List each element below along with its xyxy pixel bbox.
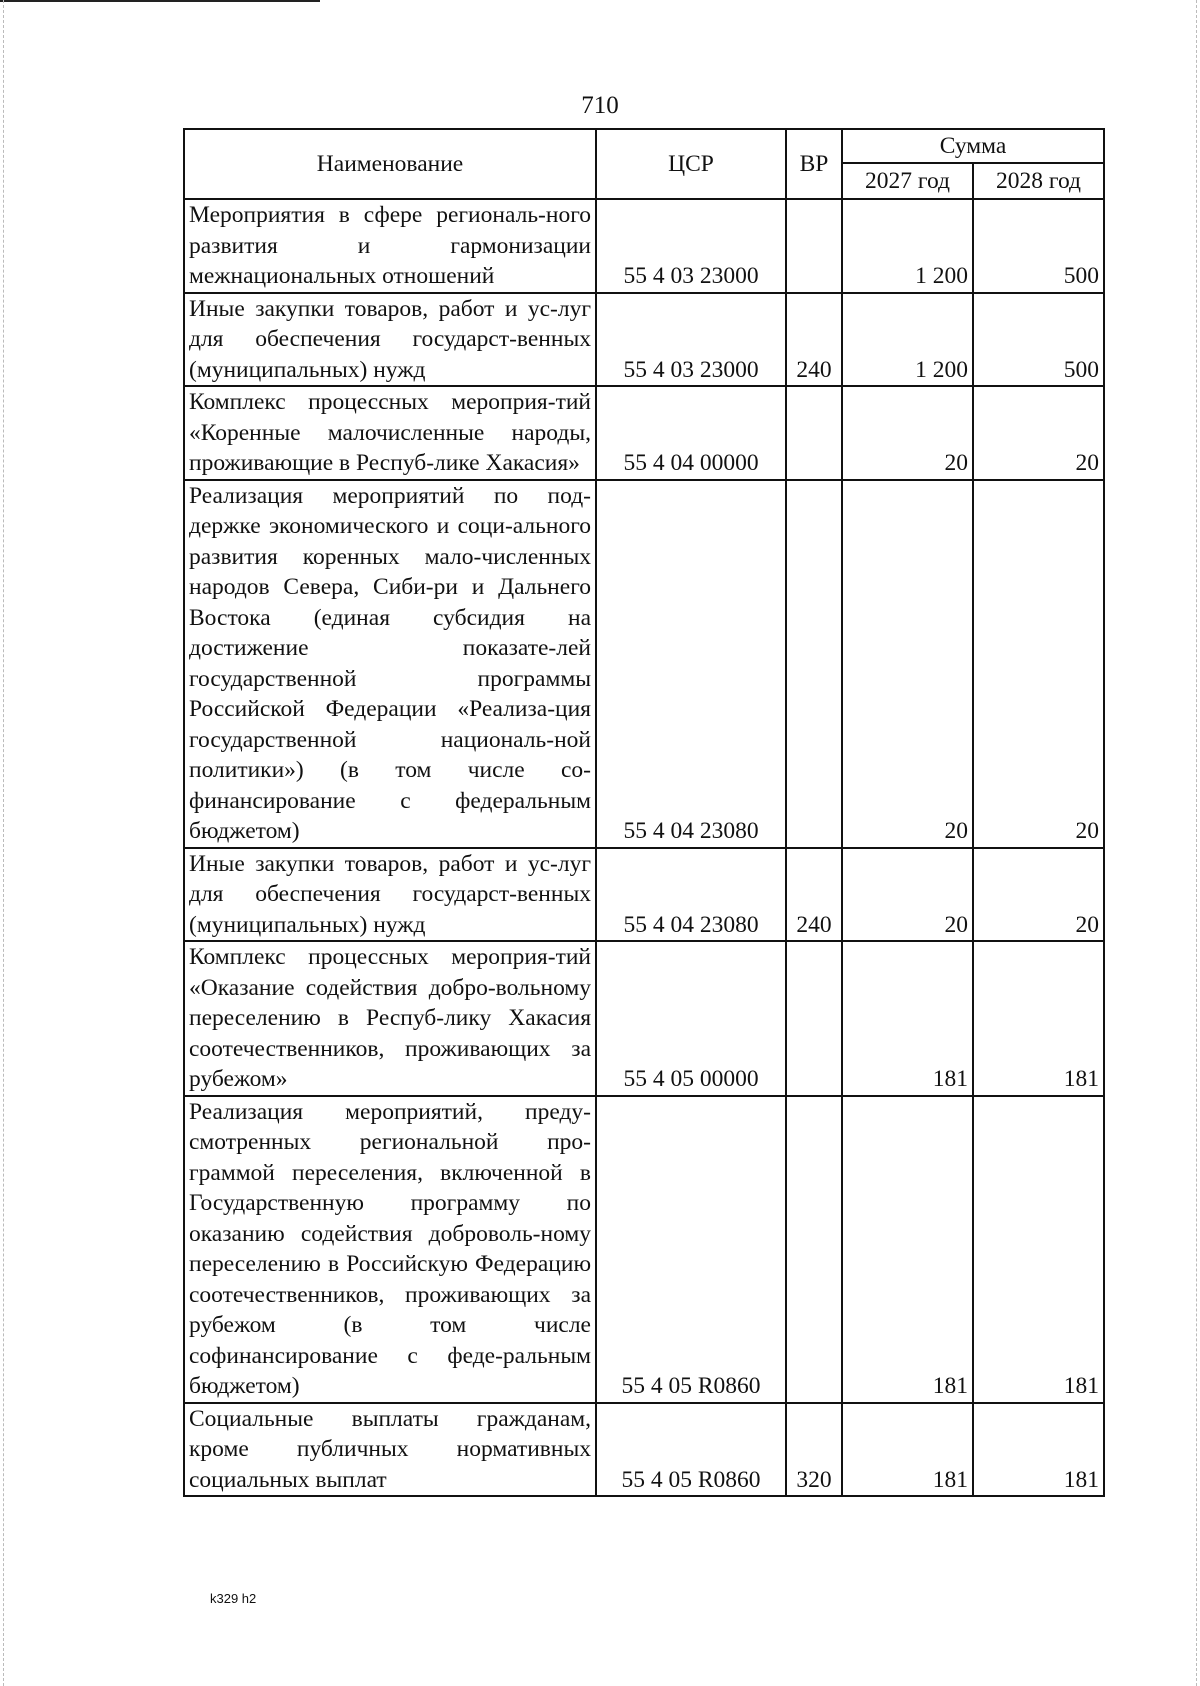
scan-right-edge: [1196, 0, 1197, 1686]
row-sum-2028: 181: [973, 1403, 1104, 1497]
table-row: [184, 1096, 1104, 1403]
row-vr: [786, 480, 842, 848]
row-vr: [786, 386, 842, 480]
row-sum-2028: 20: [973, 848, 1104, 942]
budget-table: [183, 128, 1105, 1497]
row-sum-2027: 181: [842, 1096, 973, 1403]
row-vr: [786, 1096, 842, 1403]
table-row: [184, 293, 1104, 387]
row-sum-2027: 20: [842, 386, 973, 480]
row-sum-2028: 181: [973, 1096, 1104, 1403]
row-sum-2027: 181: [842, 941, 973, 1096]
header-year-2027: 2027 год: [842, 163, 973, 199]
row-name: Иные закупки товаров, работ и ус-луг для обеспечения государст-венных (муниципальных) нужд: [184, 293, 596, 387]
row-vr: 320: [786, 1403, 842, 1497]
row-name: Реализация мероприятий, преду-смотренных региональной про-граммой переселения, включенной в Государственную программу по оказанию содействия доброволь-ному переселению в Российскую Федерацию соотечественников, проживающих за рубежом (в том числе софинансирование с феде-ральным бюджетом): [184, 1096, 596, 1403]
header-year-2028: 2028 год: [973, 163, 1104, 199]
table-row: [184, 386, 1104, 480]
row-sum-2027: 1 200: [842, 199, 973, 293]
header-vr: ВР: [786, 129, 842, 199]
row-vr: [786, 199, 842, 293]
table-row: [184, 480, 1104, 848]
row-vr: 240: [786, 293, 842, 387]
row-csr: 55 4 04 00000: [596, 386, 786, 480]
row-csr: 55 4 05 00000: [596, 941, 786, 1096]
table-row: [184, 848, 1104, 942]
row-name: Комплекс процессных мероприя-тий «Оказание содействия добро-вольному переселению в Респуб-лику Хакасия соотечественников, проживающих за рубежом»: [184, 941, 596, 1096]
row-sum-2028: 20: [973, 480, 1104, 848]
row-sum-2027: 20: [842, 848, 973, 942]
table-row: [184, 199, 1104, 293]
row-sum-2027: 1 200: [842, 293, 973, 387]
row-name: Иные закупки товаров, работ и ус-луг для обеспечения государст-венных (муниципальных) нужд: [184, 848, 596, 942]
row-sum-2027: 20: [842, 480, 973, 848]
scan-left-edge: [3, 0, 4, 1686]
row-csr: 55 4 04 23080: [596, 848, 786, 942]
header-name: Наименование: [184, 129, 596, 199]
table-row: [184, 1403, 1104, 1497]
row-name: Социальные выплаты гражданам, кроме публичных нормативных социальных выплат: [184, 1403, 596, 1497]
row-sum-2028: 500: [973, 199, 1104, 293]
header-csr: ЦСР: [596, 129, 786, 199]
row-name: Мероприятия в сфере региональ-ного развития и гармонизации межнациональных отношений: [184, 199, 596, 293]
row-csr: 55 4 03 23000: [596, 293, 786, 387]
row-name: Комплекс процессных мероприя-тий «Коренные малочисленные народы, проживающие в Респуб-лике Хакасия»: [184, 386, 596, 480]
table-row: [184, 941, 1104, 1096]
row-vr: 240: [786, 848, 842, 942]
scan-edge-line: [0, 0, 320, 2]
footer-code: k329 h2: [210, 1591, 257, 1606]
row-csr: 55 4 03 23000: [596, 199, 786, 293]
page-number: 710: [581, 92, 619, 119]
row-csr: 55 4 04 23080: [596, 480, 786, 848]
row-vr: [786, 941, 842, 1096]
header-sum: Сумма: [842, 129, 1104, 163]
row-csr: 55 4 05 R0860: [596, 1096, 786, 1403]
row-sum-2028: 500: [973, 293, 1104, 387]
table-body: [184, 199, 1104, 1496]
row-name: Реализация мероприятий по под-держке экономического и соци-ального развития коренных мало-численных народов Севера, Сиби-ри и Дальнего Востока (единая субсидия на достижение показате-лей государственной программы Российской Федерации «Реализа-ция государственной националь-ной политики») (в том числе со-финансирование с федеральным бюджетом): [184, 480, 596, 848]
table-header: [184, 129, 1104, 199]
row-sum-2028: 20: [973, 386, 1104, 480]
row-sum-2027: 181: [842, 1403, 973, 1497]
row-csr: 55 4 05 R0860: [596, 1403, 786, 1497]
row-sum-2028: 181: [973, 941, 1104, 1096]
